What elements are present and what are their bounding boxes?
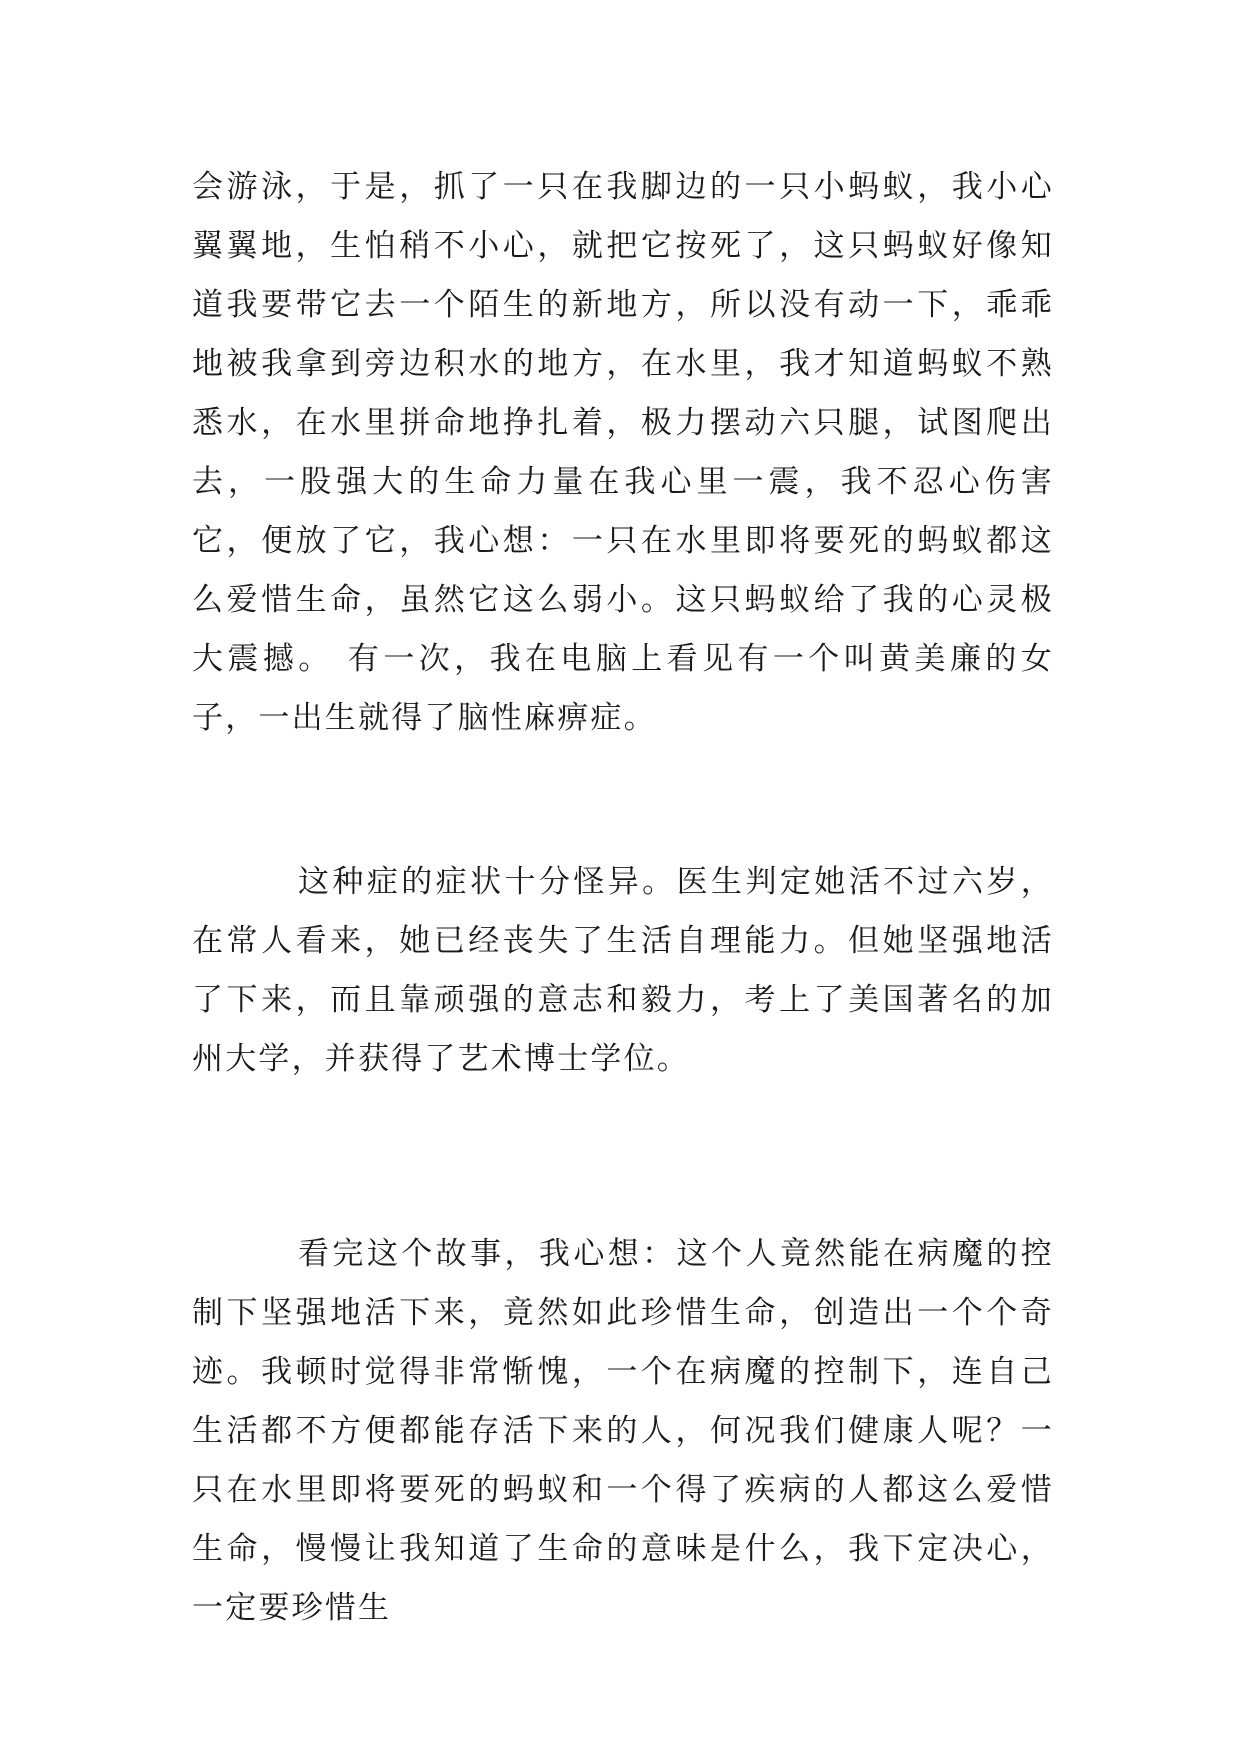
- paragraph-ant-story: 会游泳，于是，抓了一只在我脚边的一只小蚂蚁，我小心翼翼地，生怕稍不小心，就把它按死了，这只蚂蚁好像知道我要带它去一个陌生的新地方，所以没有动一下，乖乖地被我拿到旁边积水的地方，在水里，我才知道蚂蚁不熟悉水，在水里拼命地挣扎着，极力摆动六只腿，试图爬出去，一股强大的生命力量在我心里一震，我不忍心伤害它，便放了它，我心想：一只在水里即将要死的蚂蚁都这么爱惜生命，虽然它这么弱小。这只蚂蚁给了我的心灵极大震撼。 有一次，我在电脑上看见有一个叫黄美廉的女子，一出生就得了脑性麻痹症。: [192, 169, 1054, 736]
- paragraph-reflection: 看完这个故事，我心想：这个人竟然能在病魔的控制下坚强地活下来，竟然如此珍惜生命，创造出一个个奇迹。我顿时觉得非常惭愧，一个在病魔的控制下，连自己生活都不方便都能存活下来的人，何况我们健康人呢？一只在水里即将要死的蚂蚁和一个得了疾病的人都这么爱惜生命，慢慢让我知道了生命的意味是什么，我下定决心，一定要珍惜生: [192, 1236, 1054, 1626]
- paragraph-symptoms: 这种症的症状十分怪异。医生判定她活不过六岁，在常人看来，她已经丧失了生活自理能力。但她坚强地活了下来，而且靠顽强的意志和毅力，考上了美国著名的加州大学，并获得了艺术博士学位。: [192, 864, 1054, 1077]
